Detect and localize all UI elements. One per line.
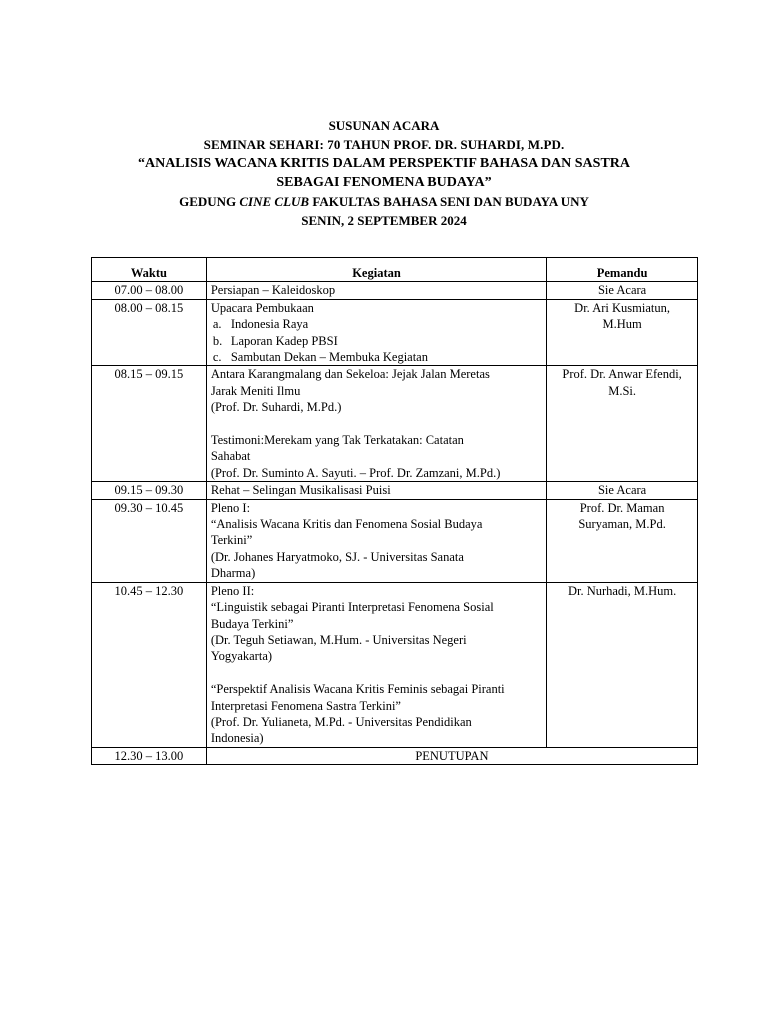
header-title: SUSUNAN ACARA <box>328 118 440 133</box>
activity-line: (Prof. Dr. Suhardi, M.Pd.) <box>210 400 342 415</box>
activity-line: Indonesia) <box>210 731 264 746</box>
table-row <box>92 482 698 499</box>
activity-line: (Dr. Teguh Setiawan, M.Hum. - Universitas Negeri <box>210 632 467 647</box>
activity-line: “Analisis Wacana Kritis dan Fenomena Sosial Budaya <box>210 517 483 532</box>
activity-line: Jarak Meniti Ilmu <box>210 383 301 398</box>
table-row <box>92 282 698 299</box>
header-seminar: SEMINAR SEHARI: 70 TAHUN PROF. DR. SUHARDI, M.PD. <box>203 137 565 152</box>
activity-line: (Prof. Dr. Yulianeta, M.Pd. - Universitas Pendidikan <box>210 714 472 729</box>
activity-line <box>211 416 542 432</box>
pemandu-line: Suryaman, M.Pd. <box>578 517 666 532</box>
pemandu-cell <box>547 299 698 366</box>
activity-cell <box>206 582 546 747</box>
list-marker: b. <box>212 333 223 348</box>
activity-line: Pleno II: <box>210 583 255 598</box>
column-header-waktu: Waktu <box>92 258 207 282</box>
document-header <box>0 116 768 230</box>
venue-italic: CINE CLUB <box>239 194 310 209</box>
activity-cell <box>206 482 546 499</box>
table-row <box>92 366 698 482</box>
activity-list-item <box>211 333 542 349</box>
pemandu-line: Sie Acara <box>597 483 647 498</box>
activity-line: (Prof. Dr. Suminto A. Sayuti. – Prof. Dr. Zamzani, M.Pd.) <box>210 465 501 480</box>
activity-line: “Perspektif Analisis Wacana Kritis Feminis sebagai Piranti <box>210 682 505 697</box>
activity-line: Antara Karangmalang dan Sekeloa: Jejak Jalan Meretas <box>210 367 490 382</box>
pemandu-line: Dr. Nurhadi, M.Hum. <box>567 583 677 598</box>
list-marker: c. <box>212 350 222 365</box>
activity-line: Terkini” <box>210 533 253 548</box>
time-cell: 08.00 – 08.15 <box>92 299 207 366</box>
activity-line: Dharma) <box>210 566 256 581</box>
activity-line: Pleno I: <box>210 500 251 515</box>
activity-list-item <box>211 349 542 365</box>
pemandu-cell <box>547 366 698 482</box>
pemandu-cell <box>547 499 698 582</box>
venue-post: FAKULTAS BAHASA SENI DAN BUDAYA UNY <box>309 194 589 209</box>
table-row <box>92 299 698 366</box>
pemandu-line: M.Si. <box>608 383 636 398</box>
list-item-text: Laporan Kadep PBSI <box>230 333 338 348</box>
table-row <box>92 499 698 582</box>
time-cell: 10.45 – 12.30 <box>92 582 207 747</box>
activity-cell <box>206 499 546 582</box>
column-header-pemandu: Pemandu <box>547 258 698 282</box>
activity-line: Upacara Pembukaan <box>210 300 314 315</box>
pemandu-line: M.Hum <box>602 317 642 332</box>
list-item-text: Indonesia Raya <box>230 317 309 332</box>
time-cell: 12.30 – 13.00 <box>92 747 207 764</box>
header-date: SENIN, 2 SEPTEMBER 2024 <box>301 213 467 228</box>
activity-line: “Linguistik sebagai Piranti Interpretasi Fenomena Sosial <box>210 600 494 615</box>
pemandu-cell <box>547 482 698 499</box>
activity-line: Testimoni:Merekam yang Tak Terkatakan: Catatan <box>210 433 464 448</box>
column-header-kegiatan: Kegiatan <box>206 258 546 282</box>
table-row <box>92 747 698 764</box>
activity-cell <box>206 282 546 299</box>
time-cell: 07.00 – 08.00 <box>92 282 207 299</box>
table-row <box>92 582 698 747</box>
pemandu-line: Sie Acara <box>597 283 647 298</box>
activity-list-item <box>211 316 542 332</box>
header-venue <box>0 192 768 211</box>
agenda-body <box>92 282 698 765</box>
venue-pre: GEDUNG <box>179 194 240 209</box>
header-theme-line2: SEBAGAI FENOMENA BUDAYA” <box>276 175 492 190</box>
table-header-row <box>92 258 698 282</box>
list-marker: a. <box>212 317 222 332</box>
activity-line: Budaya Terkini” <box>210 616 294 631</box>
pemandu-cell <box>547 282 698 299</box>
pemandu-line: Dr. Ari Kusmiatun, <box>574 300 671 315</box>
time-cell: 09.30 – 10.45 <box>92 499 207 582</box>
activity-line: Yogyakarta) <box>210 649 273 664</box>
activity-line: Sahabat <box>210 449 251 464</box>
activity-line: Rehat – Selingan Musikalisasi Puisi <box>210 483 391 498</box>
pemandu-cell <box>547 582 698 747</box>
pemandu-line: Prof. Dr. Maman <box>579 500 665 515</box>
list-item-text: Sambutan Dekan – Membuka Kegiatan <box>230 350 428 365</box>
activity-cell <box>206 299 546 366</box>
header-theme-line1: “ANALISIS WACANA KRITIS DALAM PERSPEKTIF BAHASA DAN SASTRA <box>137 156 631 171</box>
activity-cell <box>206 366 546 482</box>
activity-line <box>211 665 542 681</box>
activity-line: (Dr. Johanes Haryatmoko, SJ. - Universitas Sanata <box>210 549 464 564</box>
time-cell: 09.15 – 09.30 <box>92 482 207 499</box>
activity-line: Persiapan – Kaleidoskop <box>210 283 336 298</box>
time-cell: 08.15 – 09.15 <box>92 366 207 482</box>
activity-line: Interpretasi Fenomena Sastra Terkini” <box>210 698 401 713</box>
pemandu-line: Prof. Dr. Anwar Efendi, <box>562 367 682 382</box>
closing-cell: PENUTUPAN <box>206 747 697 764</box>
agenda-table <box>91 257 698 765</box>
